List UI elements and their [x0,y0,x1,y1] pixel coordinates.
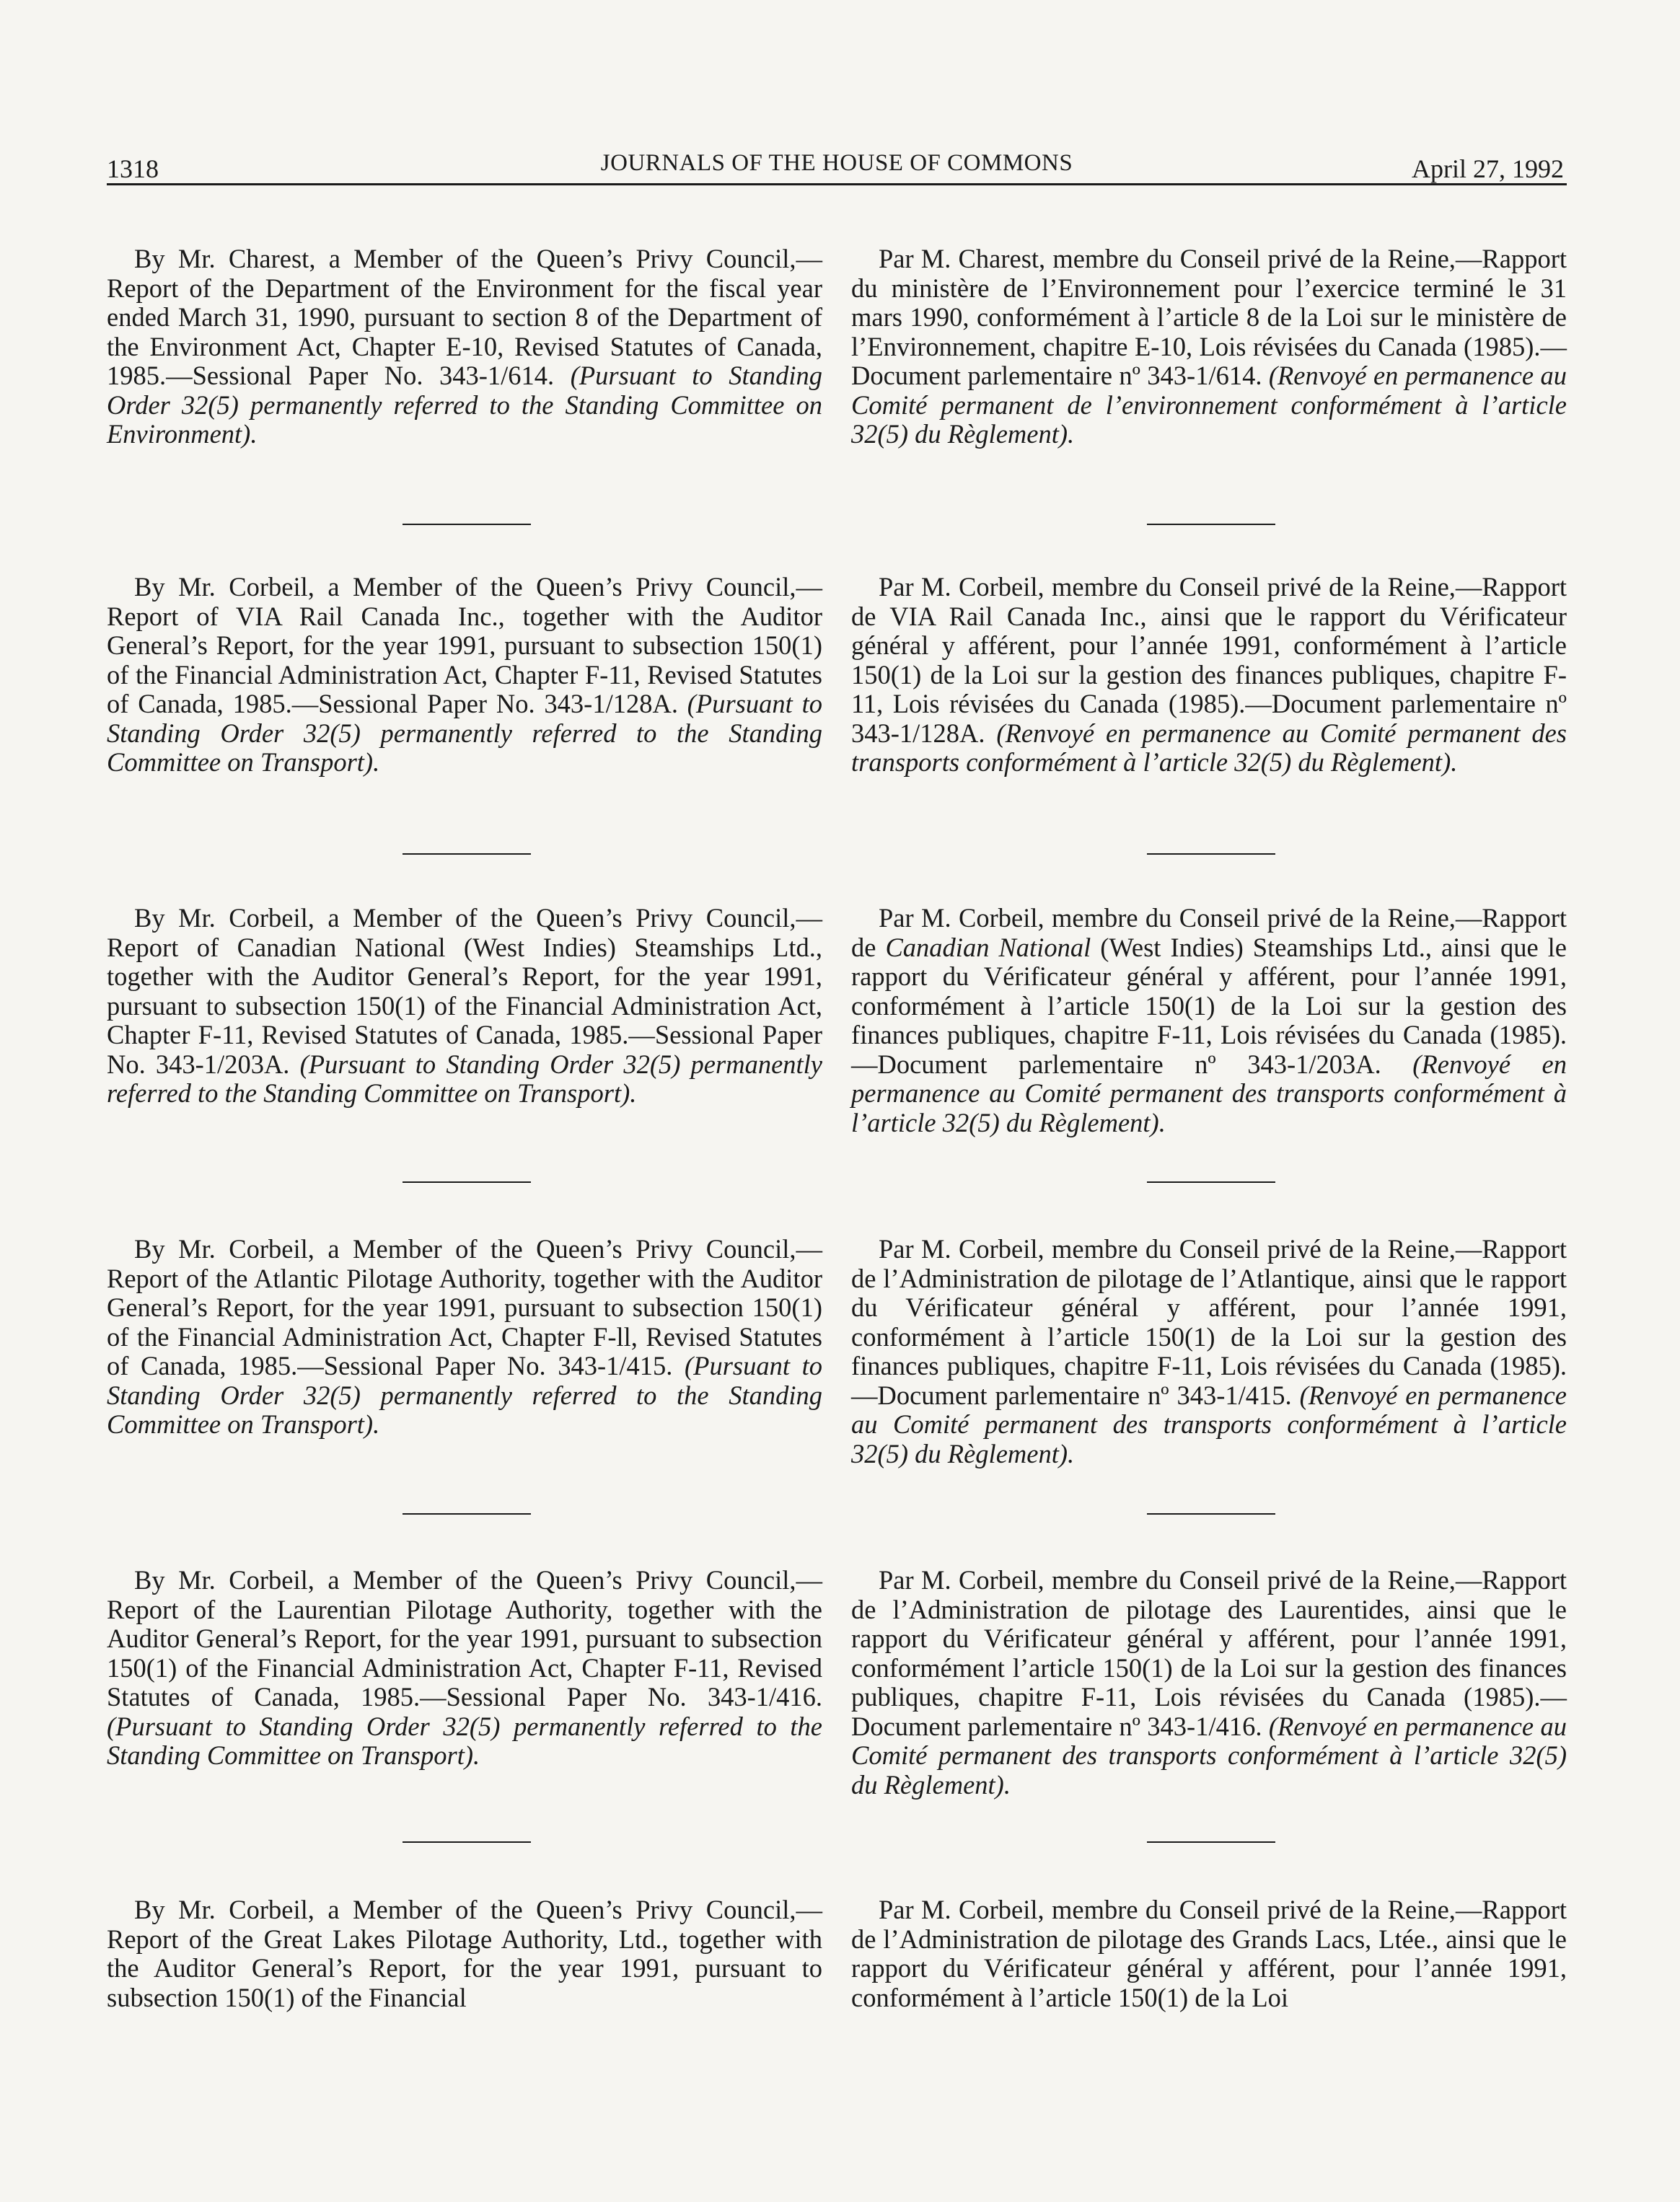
header-date: April 27, 1992 [1412,154,1564,183]
french-entry-atlantic-pilotage [851,1235,1567,1468]
entry-separator-rule [1147,1181,1275,1183]
french-entry-via-rail [851,573,1567,778]
entry-text: By Mr. Corbeil, a Member of the Queen’s Privy Council,—Report of Canadian National (West Indies) Steamships Ltd., together with the Auditor General’s Report, for the year 1991, pursuant to subsection 150(1) of the Financial Administration Act, Chapter F-11, Revised Statutes of Canada, 1985.—Sessional Paper No. 343-1/203A. [107,903,822,1079]
entry-text: Par M. Corbeil, membre du Conseil privé de la Reine,—Rapport de [851,903,1567,962]
entry-text: Par M. Charest, membre du Conseil privé de la Reine,—Rapport du ministère de l’Environnement pour l’exercice terminé le 31 mars 1990, conformément à l’article 8 de la Loi sur le ministère de l’Environnement, chapitre E-10, Lois révisées du Canada (1985).—Document parlementaire nº 343-1/614. [851,244,1567,390]
entry-text: By Mr. Corbeil, a Member of the Queen’s Privy Council,—Report of VIA Rail Canada Inc., together with the Auditor General’s Report, for the year 1991, pursuant to subsection 150(1) of the Financial Administration Act, Chapter F-11, Revised Statutes of Canada, 1985.—Sessional Paper No. 343-1/128A. [107,572,822,718]
entry-text: By Mr. Corbeil, a Member of the Queen’s Privy Council,—Report of the Atlantic Pilotage Authority, together with the Auditor General’s Report, for the year 1991, pursuant to subsection 150(1) of the Financial Administration Act, Chapter F-ll, Revised Statutes of Canada, 1985.—Sessional Paper No. 343-1/415. [107,1234,822,1380]
entry-separator-rule [403,524,531,525]
entry-separator-rule [403,1841,531,1843]
entry-referral: (Renvoyé en permanence au Comité permanent des transports conformément à l’article 32(5) du Règlement). [851,1711,1567,1800]
entry-referral: (Renvoyé en permanence au Comité permanent des transports conformément à l’article 32(5) du Règlement). [851,1380,1567,1468]
entry-text: Par M. Corbeil, membre du Conseil privé de la Reine,—Rapport de l’Administration de pilotage des Laurentides, ainsi que le rapport du Vérificateur général y afférent, pour l’année 1991, conformément l’article 150(1) de la Loi sur la gestion des finances publiques, chapitre F-11, Lois révisées du Canada (1985).—Document parlementaire nº 343-1/416. [851,1565,1567,1741]
entry-separator-rule [1147,1513,1275,1515]
entry-separator-rule [1147,1841,1275,1843]
entry-referral: (Renvoyé en permanence au Comité permanent de l’environnement conformément à l’article 32(5) du Règlement). [851,361,1567,449]
entry-separator-rule [403,1513,531,1515]
english-entry-great-lakes-pilotage [107,1895,822,2012]
entry-separator-rule [1147,853,1275,855]
french-entry-great-lakes-pilotage [851,1895,1567,2012]
entry-referral: (Renvoyé en permanence au Comité permanent des transports conformément à l’article 32(5) du Règlement). [851,1049,1567,1137]
english-entry-via-rail [107,573,822,778]
entry-referral: (Pursuant to Standing Order 32(5) permanently referred to the Standing Committee on Transport). [107,1049,823,1108]
french-entry-cn-west-indies [851,904,1567,1137]
entry-text: By Mr. Charest, a Member of the Queen’s Privy Council,—Report of the Department of the Environment for the fiscal year ended March 31, 1990, pursuant to section 8 of the Department of the Environment Act, Chapter E-10, Revised Statutes of Canada, 1985.—Sessional Paper No. 343-1/614. [107,244,822,390]
page-number: 1318 [107,154,159,183]
entry-referral: (Renvoyé en permanence au Comité permanent des transports conformément à l’article 32(5) du Règlement). [851,718,1567,777]
entry-text: Par M. Corbeil, membre du Conseil privé de la Reine,—Rapport de VIA Rail Canada Inc., ainsi que le rapport du Vérificateur général y afférent, pour l’année 1991, conformément à l’article 150(1) de la Loi sur la gestion des finances publiques, chapitre F-11, Lois révisées du Canada (1985).—Document parlementaire nº 343-1/128A. [851,572,1567,748]
entry-referral: (Pursuant to Standing Order 32(5) permanently referred to the Standing Committee on Environment). [107,361,822,449]
entry-separator-rule [403,1181,531,1183]
french-entry-charest-environment [851,245,1567,449]
entry-referral: (Pursuant to Standing Order 32(5) permanently referred to the Standing Committee on Transport). [107,689,822,777]
running-header [107,143,1567,185]
entry-company-name: Canadian National [885,932,1091,962]
entry-referral: (Pursuant to Standing Order 32(5) permanently referred to the Standing Committee on Transport). [107,1711,822,1770]
entry-text-continued: (West Indies) Steamships Ltd., ainsi que le rapport du Vérificateur général y afférent, pour l’année 1991, conformément à l’article 150(1) de la Loi sur la gestion des finances publiques, chapitre F-11, Lois révisées du Canada (1985).—Document parlementaire nº 343-1/203A. [851,932,1567,1079]
entry-text: Par M. Corbeil, membre du Conseil privé de la Reine,—Rapport de l’Administration de pilotage des Grands Lacs, Ltée., ainsi que le rapport du Vérificateur général y afférent, pour l’année 1991, conformément à l’article 150(1) de la Loi [851,1895,1567,2012]
english-entry-laurentian-pilotage [107,1566,822,1771]
entry-text: By Mr. Corbeil, a Member of the Queen’s Privy Council,—Report of the Great Lakes Pilotage Authority, Ltd., together with the Auditor General’s Report, for the year 1991, pursuant to subsection 150(1) of the Financial [107,1895,822,2012]
entry-separator-rule [403,853,531,855]
english-entry-atlantic-pilotage [107,1235,822,1440]
entry-referral: (Pursuant to Standing Order 32(5) permanently referred to the Standing Committee on Transport). [107,1351,822,1439]
entry-text: By Mr. Corbeil, a Member of the Queen’s Privy Council,—Report of the Laurentian Pilotage Authority, together with the Auditor General’s Report, for the year 1991, pursuant to subsection 150(1) of the Financial Administration Act, Chapter F-11, Revised Statutes of Canada, 1985.—Sessional Paper No. 343-1/416. [107,1565,822,1712]
english-entry-charest-environment [107,245,822,449]
english-entry-cn-west-indies [107,904,822,1109]
french-entry-laurentian-pilotage [851,1566,1567,1800]
entry-separator-rule [1147,524,1275,525]
entry-text: Par M. Corbeil, membre du Conseil privé de la Reine,—Rapport de l’Administration de pilotage de l’Atlantique, ainsi que le rapport du Vérificateur général y afférent, pour l’année 1991, conformément à l’article 150(1) de la Loi sur la gestion des finances publiques, chapitre F-11, Lois révisées du Canada (1985).—Document parlementaire nº 343-1/415. [851,1234,1567,1410]
journal-title: JOURNALS OF THE HOUSE OF COMMONS [600,150,1073,176]
